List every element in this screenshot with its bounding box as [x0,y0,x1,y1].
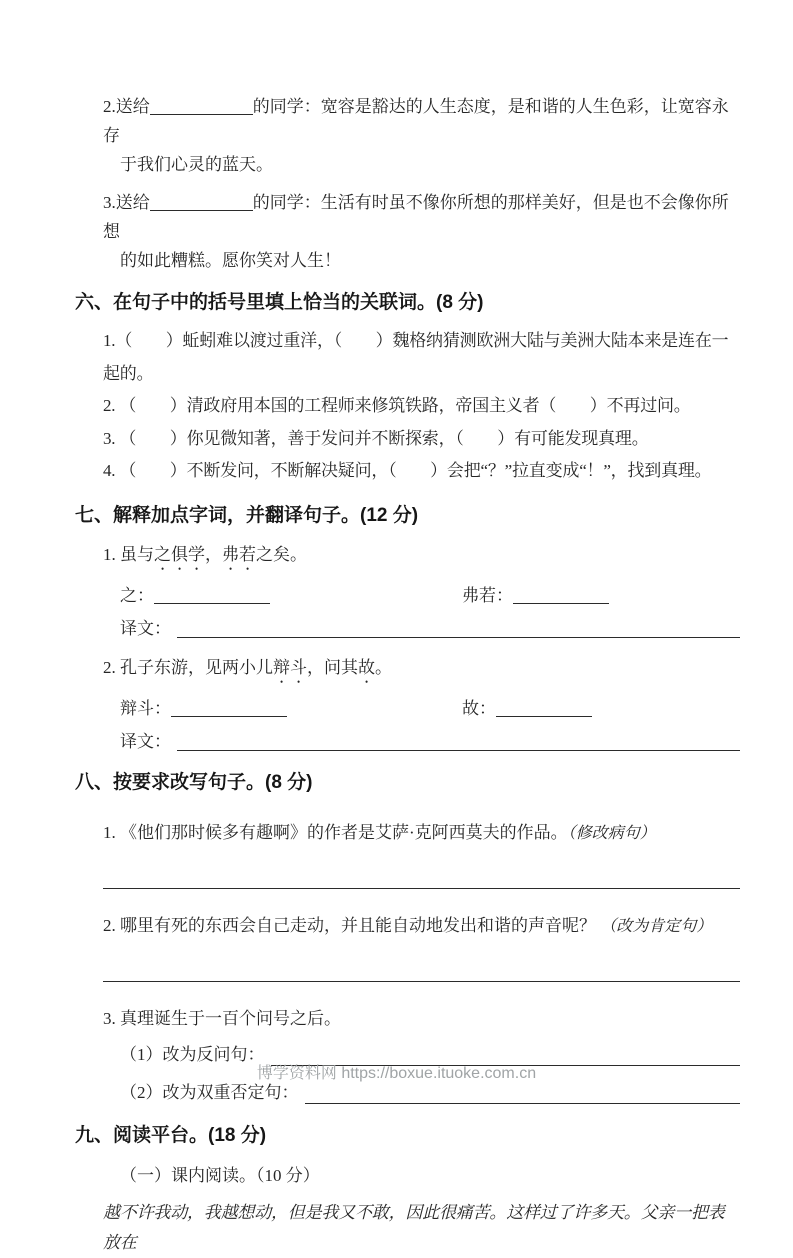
rewrite-note: （修改病句） [567,824,656,842]
section-eight-q2 [103,913,740,940]
gift-lead-text: 送给 [115,97,150,116]
fill-group [462,696,592,722]
section-nine-title: 九、阅读平台。(18 分) [75,1124,267,1146]
answer-blank [513,589,609,604]
gift-after-text: 的同学：生活有时虽不像你所想的那样美好，但是也不会像你所想 [103,193,729,241]
fill-group [462,583,609,609]
item-number: 3. [103,193,116,212]
gift-message-2-line2: 于我们心灵的蓝天。 [120,155,273,174]
translation-label: 译文： [120,731,171,751]
answer-line [177,729,740,751]
fill-label: 辩斗： [120,698,171,718]
reading-passage: 越不许我动，我越想动，但是我又不敢，因此很痛苦。这样过了许多天。父亲一把表放在 [103,1202,725,1252]
sentence-part: 之矣。 [256,544,307,564]
gift-message-3 [75,188,740,275]
gift-message-2-line1 [103,92,740,150]
section-seven-q2-sentence [103,655,740,687]
sentence-part: ，问其 [307,657,358,677]
answer-blank [150,196,253,211]
section-nine-subsection: （一）课内阅读。（10 分） [120,1165,320,1185]
section-seven [75,503,740,755]
gift-after-text: 的同学：宽容是豁达的人生态度，是和谐的人生色彩，让宽容永存 [103,97,729,145]
section-six [75,290,740,488]
sentence-part: 1. 虽与 [103,544,154,564]
sentence-part: 2. 孔子东游，见两小儿 [103,657,273,677]
section-seven-q1-sentence [103,542,740,574]
gift-message-3-line1 [103,188,740,246]
gift-message-3-line2: 的如此糟糕。愿你笑对人生！ [120,251,341,270]
section-seven-q2-translation-row [120,729,740,755]
section-seven-title: 七、解释加点字词，并翻译句子。(12 分) [75,504,419,526]
section-seven-q1-translation-row [120,616,740,642]
section-six-item-1: 1.（ ）蚯蚓难以渡过重洋，（ ）魏格纳猜测欧洲大陆与美洲大陆本来是连在一起的。 [103,331,729,383]
page-footer: 博学资料网 https://boxue.ituoke.com.cn [256,1065,537,1082]
fill-label: 故： [462,698,496,718]
gift-message-2 [75,92,740,179]
sub-question-label: （2）改为双重否定句： [120,1082,299,1102]
section-nine [75,1123,740,1258]
dotted-word: 故 [358,657,375,677]
section-six-title: 六、在句子中的括号里填上恰当的关联词。(8 分) [75,292,484,313]
section-seven-q1-fill-row [120,583,740,609]
answer-line [177,616,740,638]
section-seven-q2-fill-row [120,696,740,722]
item-number: 2. [103,97,116,116]
section-six-item-4: 4. （ ）不断发问，不断解决疑问，（ ）会把“？”拉直变成“！”，找到真理。 [103,461,712,480]
fill-group [120,696,462,722]
fill-label: 之： [120,585,154,605]
section-eight-q1 [103,820,740,847]
answer-blank [171,702,287,717]
translation-label: 译文： [120,618,171,638]
section-eight-title: 八、按要求改写句子。(8 分) [75,771,313,793]
answer-line [103,940,740,982]
rewrite-note: （改为肯定句） [600,917,713,935]
section-eight [75,770,740,1108]
gift-lead-text: 送给 [115,193,150,212]
sub-question-label: （1）改为反问句： [120,1044,265,1064]
dotted-word: 辩斗 [273,657,307,677]
question-text: 2. 哪里有死的东西会自己走动，并且能自动地发出和谐的声音呢？ [103,915,596,935]
dotted-word: 之 [154,544,171,564]
answer-blank [150,100,253,115]
sentence-part: 。 [375,657,392,677]
answer-line [103,847,740,889]
question-text: 1. 《他们那时候多有趣啊》的作者是艾萨·克阿西莫夫的作品。 [103,822,568,842]
section-eight-q3: 3. 真理诞生于一百个问号之后。 [103,1008,341,1028]
fill-label: 弗若： [462,585,513,605]
answer-blank [154,589,270,604]
fill-group [120,583,462,609]
section-six-item-2: 2. （ ）清政府用本国的工程师来修筑铁路，帝国主义者（ ）不再过问。 [103,396,691,415]
section-six-item-3: 3. （ ）你见微知著，善于发问并不断探索，（ ）有可能发现真理。 [103,428,649,448]
dotted-word: 俱学，弗若 [171,544,256,564]
answer-blank [496,702,592,717]
